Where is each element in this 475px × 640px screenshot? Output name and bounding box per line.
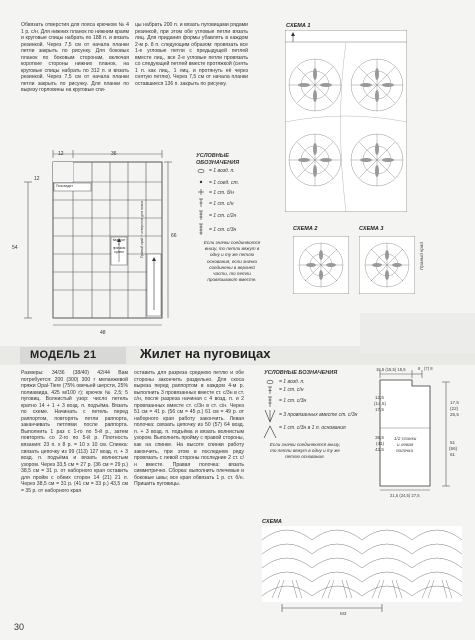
- belt-label: Поясвадят: [56, 184, 73, 188]
- garment-title: Жилет на пуговицах: [140, 346, 271, 361]
- schema1-label: СХЕМА 1: [286, 23, 311, 29]
- legend2-item-4: = 1 ст. с/3н в 1 п. основания: [279, 425, 346, 431]
- legend-item-1: = 1 соед. ст.: [209, 180, 240, 186]
- top-text-col2: цы набрать 200 п. и вязать пуговицами рядами резинкой, при этом обе угловые петли вязать лиц. Для придания формы убавлять в каждом 2-м р. 8 п. следующим образом: провязать все 1-е угловые петли с предыдущей петлей вместе лиц., все 2-е угловые петли провязать со следующей петлей вместе протяжкой (снять 1 п. как лиц., 1 лиц. и протянуть её через снятую петлю). Через 7,5 см от начала планки оставшиеся 136 п. закрыть по рисунку.: [135, 22, 248, 87]
- dim-48: 48: [100, 330, 106, 336]
- p2-top-mid: 6: [418, 366, 421, 371]
- p2-right1: 17,5: [450, 400, 459, 405]
- legend2-symbols: [262, 378, 278, 438]
- legend-symbols: [196, 167, 208, 239]
- dim-12-left: 12: [34, 176, 40, 182]
- schema3-right-edge: Правый край: [419, 242, 424, 270]
- p2-inner1: 1/2 спинки: [394, 436, 417, 441]
- right-edge-label: Правый край + отверстие для пояса: [140, 200, 144, 258]
- schema-bottom-label: СХЕМА: [262, 519, 282, 525]
- p2-left3: 17,5: [375, 407, 384, 412]
- legend-item-4: = 1 ст. с/2н: [209, 213, 237, 219]
- schema-bottom-m3: М3: [340, 611, 347, 616]
- p2-left2: (14,5): [374, 401, 387, 406]
- page-number: 30: [14, 622, 25, 632]
- schema-bottom-chart: [262, 526, 462, 616]
- p2-top-left: 15,5 (15,5) 15,5: [376, 367, 406, 372]
- p2-right-b2: (56): [449, 446, 458, 451]
- dim-54: 54: [12, 245, 18, 251]
- p2-right2: (22): [450, 406, 459, 411]
- legend2-title: УСЛОВНЫЕ БОЗНАЧЕНИЯ: [264, 370, 338, 376]
- schema2-label: СХЕМА 2: [293, 226, 318, 232]
- p2-left5: (41): [376, 441, 385, 446]
- schema1-chart: [285, 30, 407, 212]
- p2-right-b1: 51: [450, 440, 456, 445]
- legend2-item-2: = 1 ст. с/3н: [279, 398, 307, 404]
- schema2-chart: [293, 236, 349, 294]
- legend-title-2: ОБОЗНАЧЕНИЯ: [196, 160, 240, 166]
- p2-left4: 38,5: [375, 435, 384, 440]
- legend-item-2: = 1 ст. б/н: [209, 190, 234, 196]
- p2-left6: 43,5: [375, 447, 384, 452]
- dim-36: 36: [111, 151, 117, 157]
- pattern2-diagram: [372, 366, 464, 500]
- bottom-text-col2: оставить для разреза среднюю петлю и обе стороны закончить раздельно. Для скоса выреза перед раппортом в каждом 4-м р. выполнить 3 провязанных вместе ст. с/3н в ст. с/н, после разреза начиная с 4 возд. п. и 2 провязанных вместе ст. с/3н в ст. с/н. Через 51 см = 41 р. (56 см = 45 р.) 61 см = 49 р. от наборного края работу закончить. Левая полочка: связать цепочку из 50 (57) 64 возд. п. + 3 возд. п. подъёма и вязать волнистым узором. Выполнить пройму с правой стороны, как на спинке. На высоте спинки работу закончить, при этом в последнем ряду провязать с левой стороны последние 2 ст. с/н вместе. Правая полочка: вязать симметрично. Сборка: выполнить плечевые и боковые швы; все края обвязать 1 р. ст. б/н. Пришить пуговицы.: [134, 370, 244, 488]
- schema3-chart: [359, 236, 415, 294]
- p2-right3: 25,5: [450, 412, 459, 417]
- legend2-note: Если значки соединяются внизу, то петли вяжут в одну и ту же петлю основания.: [269, 442, 341, 459]
- p2-top-right: (7) 8: [424, 366, 433, 371]
- legend2-item-1: = 1 ст. с/н: [279, 387, 304, 393]
- model-label: МОДЕЛЬ 21: [30, 349, 97, 361]
- dim-12-top: 12: [58, 151, 64, 157]
- legend2-item-0: = 1 возд. п.: [279, 379, 305, 385]
- square-label: Квадрат с прямым краем: [112, 238, 126, 254]
- legend-note: Если значки соединяются внизу, то петли вяжут в одну и ту же петлю основания, если значки соединены в верхней части, то петли провязывают вместе.: [203, 240, 261, 283]
- schema3-label: СХЕМА 3: [359, 226, 384, 232]
- dim-66: 66: [171, 233, 177, 239]
- legend-item-0: = 1 возд. п.: [209, 168, 235, 174]
- p2-left1: 12,5: [375, 395, 384, 400]
- p2-inner2: и левая: [397, 442, 414, 447]
- p2-bottom: 21,5 (24,5) 27,5: [390, 493, 420, 498]
- photo-fade: [360, 313, 475, 353]
- p2-right-b3: 61: [450, 452, 456, 457]
- bottom-text-col1: Размеры: 34/36 (38/40) 42/44 Вам потребуется: 200 (300) 300 г меланжевой пряжи Opal-Tiere (75% овечьей шерсти, 25% полиамида, 425 м/100 г); крючок № 2,5; 5 пуговиц. Волнистый узор: число петель кратно 14 + 1 + 3 возд. п. подъёма. Вязать по схеме. Начинать с петель перед раппортом, повторять петли раппорта, заканчивать петлями после раппорта. Выполнить 1 раз с 1-го по 5-й р., затем повторять со 2-го по 5-й р. Плотность вязания: 23 п. х 8 р. = 10 х 10 см. Спинка: связать цепочку из 99 (113) 127 возд. п. + 3 возд. п. подъёма и вязать волнистым узором. Через 33,5 см = 27 р. (36 см = 29 р.) 38,5 см = 31 р. от наборного края оставить для пройм с обеих сторон 14 (21) 21 п. Через 38,5 см = 31 р. (41 см = 33 р.) 43,5 см = 35 р. от наборного края: [21, 370, 128, 494]
- legend-item-3: = 1 ст. с/н: [209, 201, 234, 207]
- top-text-col1: Обвязать отверстия для пояса крючком № 4 1 р. с/н. Для нижних планок по нижним краям и круговые спицы набрать по 188 п. и вязать резинкой. Через 7,5 см от начала планки петли закрыть по рисунку. Для боковых планок по боковым сторонам, включая короткие стороны нижних планок, на круговые спицы набрать по 312 п. и вязать резинкой. Через 7,5 см от начала планки петли закрыть по рисунку. Для планки по вырезу горловины на круговые спи-: [21, 22, 129, 94]
- legend2-item-3: = 3 провязанных вместе ст. с/3н: [279, 412, 358, 418]
- legend-title-1: УСЛОВНЫЕ: [196, 153, 229, 159]
- p2-inner3: полочка: [396, 448, 414, 453]
- legend-item-5: = 1 ст. с/3н: [209, 227, 237, 233]
